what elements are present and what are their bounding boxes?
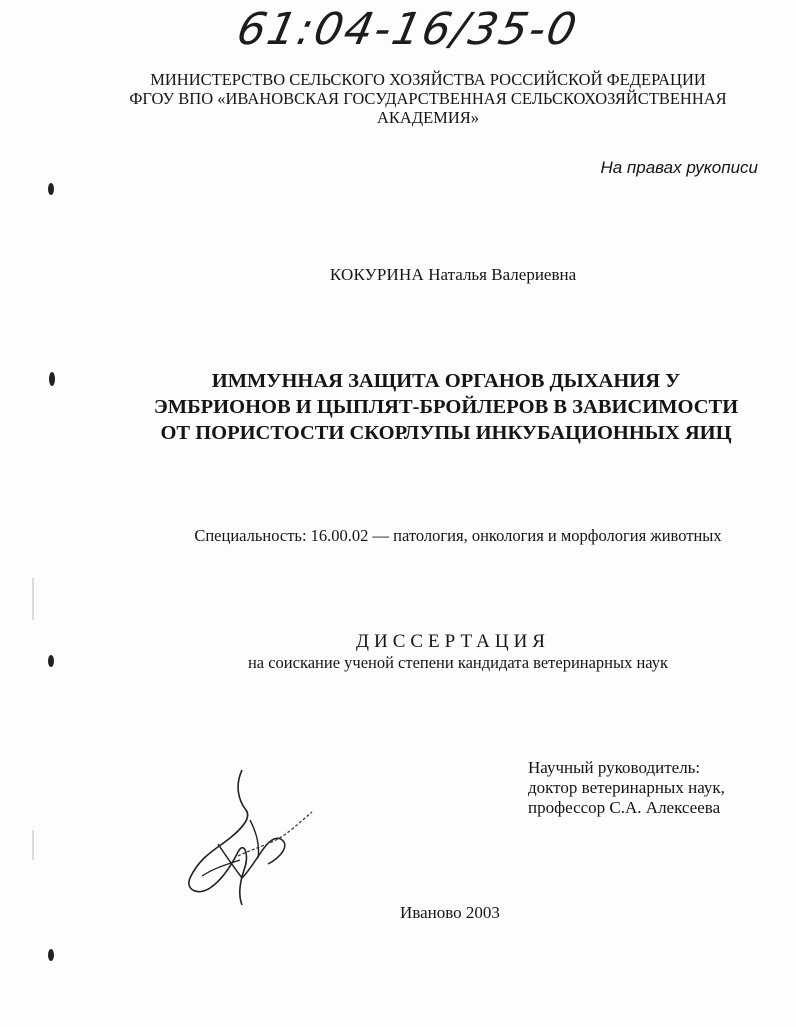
manuscript-note: На правах рукописи xyxy=(600,158,758,177)
handwritten-signature xyxy=(180,760,330,910)
ministry-line: МИНИСТЕРСТВО СЕЛЬСКОГО ХОЗЯЙСТВА РОССИЙСКОЙ ФЕДЕРАЦИИ xyxy=(150,70,706,89)
title-line: ИММУННАЯ ЗАЩИТА ОРГАНОВ ДЫХАНИЯ У xyxy=(211,370,681,392)
title-line: ЭМБРИОНОВ И ЦЫПЛЯТ-БРОЙЛЕРОВ В ЗАВИСИМОСТИ xyxy=(153,396,739,418)
supervisor-line: профессор С.А. Алексеева xyxy=(528,798,721,817)
city-year: Иваново 2003 xyxy=(400,903,500,922)
supervisor-line: Научный руководитель: xyxy=(528,758,701,777)
specialty-line: Специальность: 16.00.02 — патология, онкология и морфология животных xyxy=(194,526,722,545)
supervisor-block xyxy=(528,758,725,818)
dissertation-label: ДИССЕРТАЦИЯ xyxy=(356,631,550,652)
ministry-line: ФГОУ ВПО «ИВАНОВСКАЯ ГОСУДАРСТВЕННАЯ СЕЛЬСКОХОЗЯЙСТВЕННАЯ xyxy=(129,89,727,108)
dissertation-subtitle: на соискание ученой степени кандидата ветеринарных наук xyxy=(247,653,669,672)
binding-hole-mark xyxy=(48,949,54,961)
dissertation-title xyxy=(0,368,796,446)
binding-hole-mark xyxy=(48,183,54,195)
author-surname: КОКУРИНА xyxy=(329,265,424,284)
author-given-names: Наталья Валериевна xyxy=(428,265,577,284)
title-line: ОТ ПОРИСТОСТИ СКОРЛУПЫ ИНКУБАЦИОННЫХ ЯИЦ xyxy=(160,422,732,444)
ministry-header xyxy=(0,70,796,127)
author-name xyxy=(0,265,796,285)
archive-code: 61:04-16/35-0 xyxy=(232,4,583,55)
ministry-line: АКАДЕМИЯ» xyxy=(376,108,479,127)
supervisor-line: доктор ветеринарных наук, xyxy=(528,778,725,797)
